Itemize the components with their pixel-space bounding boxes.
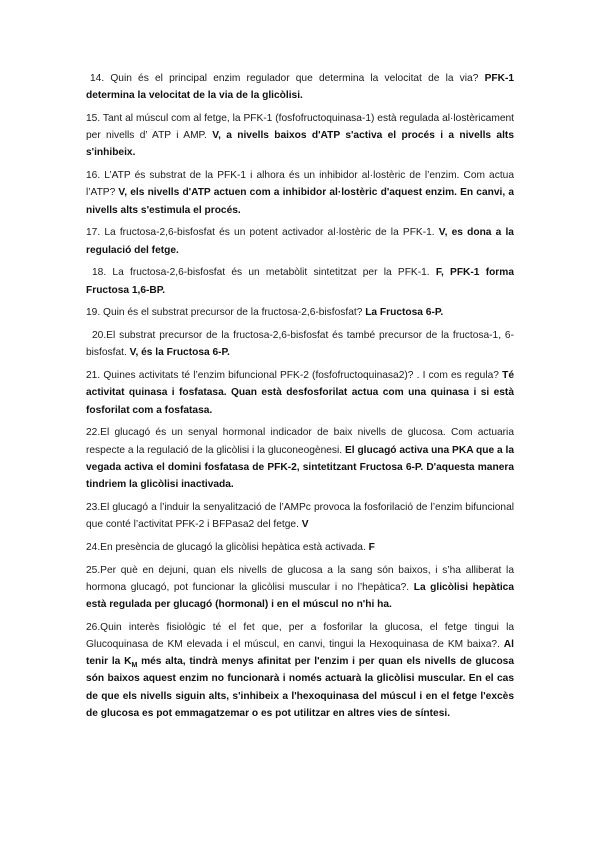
question-15	[86, 110, 514, 162]
question-number: 16.	[86, 170, 101, 182]
question-text: Per què en dejuni, quan els nivells de glucosa a la sang són baixos, i s’ha alliberat la hormona glucagó, pot funcionar la glicòlisi muscular i no l’hepàtica?.	[86, 564, 514, 593]
question-20	[86, 327, 514, 361]
question-14	[86, 70, 514, 104]
answer-text: PFK-1 determina la velocitat de la via de la glicòlisi.	[86, 73, 514, 102]
question-18	[86, 264, 514, 298]
question-number: 22.	[86, 427, 101, 439]
answer-text: V	[301, 519, 309, 531]
answer-text: F, PFK-1 forma Fructosa 1,6-BP.	[86, 267, 514, 296]
question-number: 20.	[92, 330, 107, 342]
question-17	[86, 224, 514, 258]
question-text: L’ATP és substrat de la PFK-1 i alhora és un inhibidor al·lostèric de l’enzim. Com actua l’ATP?	[86, 170, 514, 199]
question-text: Tant al múscul com al fetge, la PFK-1 (fosfofructoquinasa-1) està regulada al·lostèricament per nivells d’ ATP i AMP.	[86, 113, 514, 142]
answer-text: El glucagó activa una PKA que a la vegada activa el domini fosfatasa de PFK-2, sintetitzant Fructosa 6-P. D'aquesta manera tindriem la glicòlisi inactivada.	[86, 444, 514, 491]
question-21	[86, 367, 514, 419]
question-text: Quin és el principal enzim regulador que determina la velocitat de la via?	[110, 73, 479, 84]
question-number: 21.	[86, 370, 101, 382]
question-number: 26.	[86, 621, 101, 633]
document-page	[86, 70, 514, 728]
answer-text	[86, 639, 514, 719]
answer-text-part-1: Al tenir la K	[86, 639, 514, 668]
question-text: Quin és el substrat precursor de la fructosa-2,6-bisfosfat?	[103, 307, 363, 319]
question-26	[86, 619, 514, 722]
question-19	[86, 304, 514, 321]
answer-text: F	[368, 541, 375, 553]
answer-text: Té activitat quinasa i fosfatasa. Quan està desfosforilat actua com una quinasa i si està fosforilat com a fosfatasa.	[86, 370, 514, 416]
question-text: La fructosa-2,6-bisfosfat és un potent activador al·lostèric de la PFK-1.	[104, 227, 435, 239]
answer-text: La glicòlisi hepàtica està regulada per glucagó (hormonal) i en el múscul no n'hi ha.	[86, 581, 515, 611]
question-text: El glucagó és un senyal hormonal indicador de baix nivells de glucosa. Com actuaria respecte a la regulació de la glicòlisi i la gluconeogènesi.	[86, 427, 514, 456]
answer-text: V, es dona a la regulació del fetge.	[86, 227, 514, 256]
answer-text: V, és la Fructosa 6-P.	[129, 347, 230, 359]
question-number: 23.	[86, 501, 101, 513]
question-text: En presència de glucagó la glicòlisi hepàtica està activada.	[100, 541, 366, 553]
question-text: El glucagó a l’induir la senyalització de l’AMPc provoca la fosforilació de l’enzim bifuncional que conté l’activitat PFK-2 i BFPasa2 del fetge.	[86, 501, 514, 531]
answer-text: V, a nivells baixos d'ATP s'activa el procés i a nivells alts s'inhibeix.	[86, 130, 514, 159]
question-text: Quin interès fisiològic té el fet que, per a fosforilar la glucosa, el fetge tingui la Glucoquinasa de KM elevada i el múscul, en canvi, tingui la Hexoquinasa de KM baixa?.	[86, 621, 514, 651]
question-number: 14.	[90, 73, 105, 84]
question-25	[86, 562, 514, 614]
question-number: 19.	[86, 307, 101, 319]
answer-text-part-2: més alta, tindrà menys afinitat per l'enzim i per quan els nivells de glucosa són baixos aquest enzim no funcionarà i només actuarà la glicòlisi muscular. En el cas de que els nivells siguin alts, s'inhibeix a l'hexoquinasa del múscul i en el fetge l'excès de glucosa es pot emmagatzemar o es pot utilitzar en altres vies de síntesi.	[86, 656, 514, 719]
question-number: 24.	[86, 541, 101, 553]
question-number: 25.	[86, 564, 101, 576]
answer-text: La Fructosa 6-P.	[365, 307, 444, 319]
question-22	[86, 424, 514, 493]
question-16	[86, 167, 514, 219]
question-text: La fructosa-2,6-bisfosfat és un metabòlit sintetitzat per la PFK-1.	[112, 267, 430, 279]
question-text: Quines activitats té l’enzim bifuncional PFK-2 (fosfofructoquinasa2)? . I com es regula?	[103, 370, 499, 382]
question-number: 18.	[92, 267, 107, 279]
question-23	[86, 499, 514, 533]
question-24	[86, 539, 514, 556]
question-text: El substrat precursor de la fructosa-2,6-bisfosfat és també precursor de la fructosa-1, 6-bisfosfat.	[86, 330, 514, 359]
question-number: 15.	[86, 113, 101, 124]
km-subscript: M	[131, 662, 138, 670]
answer-text: V, els nivells d'ATP actuen com a inhibidor al·lostèric d'aquest enzim. En canvi, a nivells alts s'estimula el procés.	[86, 187, 514, 216]
question-number: 17.	[86, 227, 101, 239]
